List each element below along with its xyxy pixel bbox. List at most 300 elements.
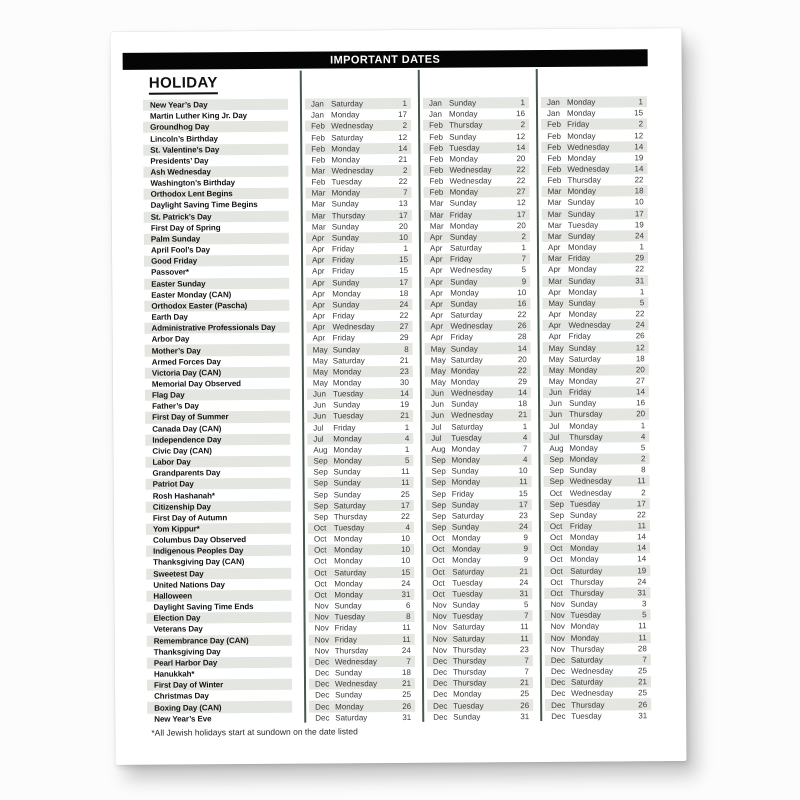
month: Jan bbox=[546, 109, 560, 119]
month: Sep bbox=[313, 501, 329, 511]
month: Sep bbox=[549, 477, 564, 487]
column-gap bbox=[289, 199, 306, 210]
column-gap bbox=[290, 411, 307, 422]
date-cell-year3 bbox=[544, 565, 650, 577]
month: Aug bbox=[313, 445, 328, 455]
holiday-name: St. Valentine’s Day bbox=[143, 143, 288, 155]
month: Dec bbox=[550, 666, 566, 676]
holiday-name: Independence Day bbox=[145, 433, 290, 445]
month: Mar bbox=[311, 166, 326, 176]
weekday: Tuesday bbox=[452, 578, 483, 588]
weekday: Monday bbox=[569, 443, 598, 453]
month: Feb bbox=[429, 165, 444, 175]
weekday: Thursday bbox=[452, 678, 487, 688]
day-number: 21 bbox=[520, 678, 530, 688]
day-number: 10 bbox=[634, 197, 644, 207]
month: Dec bbox=[433, 701, 448, 711]
day-number: 25 bbox=[402, 690, 412, 700]
month: Apr bbox=[312, 300, 325, 310]
column-gap bbox=[413, 455, 425, 466]
weekday: Saturday bbox=[451, 511, 484, 521]
date-cell-year3 bbox=[543, 342, 649, 354]
column-gap bbox=[291, 489, 308, 500]
date-cell-year3 bbox=[543, 353, 649, 365]
weekday: Monday bbox=[568, 365, 598, 375]
date-cell-year1 bbox=[306, 198, 412, 210]
weekday: Wednesday bbox=[567, 142, 610, 152]
column-gap bbox=[414, 477, 426, 488]
month: Oct bbox=[314, 545, 327, 555]
date-cell-year1 bbox=[309, 622, 415, 634]
weekday: Tuesday bbox=[332, 389, 364, 399]
day-number: 7 bbox=[406, 656, 411, 666]
day-number: 18 bbox=[634, 186, 644, 196]
day-number: 17 bbox=[518, 499, 528, 509]
day-number: 21 bbox=[638, 677, 648, 687]
column-gap bbox=[531, 398, 543, 409]
weekday: Thursday bbox=[452, 645, 487, 655]
month: Feb bbox=[429, 154, 444, 164]
column-gap bbox=[292, 623, 309, 634]
holiday-name: Hanukkah* bbox=[153, 669, 195, 679]
weekday: Sunday bbox=[449, 198, 477, 209]
day-number: 22 bbox=[516, 176, 526, 186]
month: Oct bbox=[314, 579, 327, 589]
day-number: 25 bbox=[520, 689, 530, 699]
month: Mar bbox=[429, 210, 444, 220]
day-number: 26 bbox=[517, 321, 527, 331]
day-number: 5 bbox=[521, 265, 527, 275]
day-number: 4 bbox=[522, 432, 528, 442]
column-gap bbox=[289, 277, 306, 288]
date-cell-year2 bbox=[426, 554, 532, 566]
weekday: Saturday bbox=[449, 243, 483, 253]
column-gap bbox=[292, 668, 309, 679]
month: Oct bbox=[432, 556, 445, 566]
date-cell-year2 bbox=[426, 510, 532, 522]
date-cell-year1 bbox=[305, 109, 411, 121]
month: Oct bbox=[432, 589, 445, 599]
date-cell-year1 bbox=[308, 600, 414, 612]
month: Jul bbox=[313, 434, 324, 444]
day-number: 7 bbox=[522, 444, 528, 454]
date-cell-year2 bbox=[425, 331, 531, 343]
holiday-name: Passover* bbox=[151, 267, 189, 278]
weekday: Wednesday bbox=[331, 166, 374, 176]
month: Nov bbox=[432, 645, 448, 655]
month: Apr bbox=[430, 310, 443, 320]
holiday-name: Thanksgiving Day bbox=[153, 646, 221, 657]
month: Oct bbox=[314, 568, 327, 578]
date-cell-year1 bbox=[305, 154, 411, 166]
day-number: 24 bbox=[401, 578, 411, 588]
weekday: Tuesday bbox=[449, 143, 480, 153]
holiday-name: Sweetest Day bbox=[146, 567, 291, 579]
holiday-name: Earth Day bbox=[151, 312, 188, 322]
date-cell-year2 bbox=[424, 220, 530, 232]
date-cell-year3 bbox=[543, 409, 649, 421]
day-number: 5 bbox=[404, 456, 410, 466]
month: Feb bbox=[311, 155, 326, 165]
weekday: Monday bbox=[332, 288, 361, 299]
holiday-name: Orthodox Easter (Pascha) bbox=[144, 300, 289, 312]
day-number: 1 bbox=[404, 444, 410, 454]
date-cell-year2 bbox=[425, 409, 531, 421]
month: Apr bbox=[548, 332, 562, 342]
date-cell-year3 bbox=[541, 141, 647, 153]
date-cell-year3 bbox=[542, 308, 648, 320]
date-cell-year1 bbox=[307, 410, 413, 422]
column-gap bbox=[415, 711, 427, 722]
month: Apr bbox=[429, 232, 443, 242]
column-gap bbox=[415, 678, 427, 689]
column-gap bbox=[292, 679, 309, 690]
day-number: 22 bbox=[398, 177, 408, 187]
column-gap bbox=[411, 165, 423, 176]
date-cell-year2 bbox=[425, 376, 531, 388]
column-gap bbox=[288, 143, 305, 154]
month: Apr bbox=[430, 321, 443, 331]
date-cell-year3 bbox=[544, 598, 650, 610]
column-gap bbox=[533, 655, 545, 666]
holiday-name: Groundhog Day bbox=[143, 121, 288, 133]
weekday: Tuesday bbox=[571, 711, 602, 721]
date-cell-year1 bbox=[308, 566, 414, 578]
day-number: 24 bbox=[399, 299, 409, 309]
date-cell-year1 bbox=[307, 421, 413, 433]
column-gap bbox=[530, 231, 542, 242]
date-cell-year1 bbox=[306, 321, 412, 333]
day-number: 3 bbox=[641, 599, 647, 609]
day-number: 27 bbox=[399, 322, 409, 332]
column-gap bbox=[289, 244, 306, 255]
column-gap bbox=[530, 220, 542, 231]
column-gap bbox=[292, 634, 309, 645]
date-cell-year1 bbox=[305, 165, 411, 177]
weekday: Friday bbox=[332, 311, 355, 321]
day-number: 12 bbox=[516, 198, 526, 208]
month: Mar bbox=[311, 211, 326, 221]
month: Mar bbox=[311, 188, 326, 198]
weekday: Monday bbox=[569, 421, 598, 431]
month: Oct bbox=[314, 590, 327, 600]
month: Nov bbox=[314, 635, 329, 645]
holiday-name: Palm Sunday bbox=[144, 233, 289, 245]
date-cell-year3 bbox=[545, 643, 651, 655]
day-number: 8 bbox=[406, 612, 411, 622]
month: Jun bbox=[313, 400, 326, 410]
day-number: 15 bbox=[401, 567, 411, 577]
day-number: 14 bbox=[637, 543, 647, 553]
weekday: Friday bbox=[333, 422, 356, 433]
month: Dec bbox=[314, 668, 330, 678]
column-gap bbox=[290, 433, 307, 444]
weekday: Monday bbox=[451, 455, 480, 465]
date-cell-year2 bbox=[425, 365, 531, 377]
day-number: 24 bbox=[518, 522, 528, 532]
column-gap bbox=[413, 421, 425, 432]
date-cell-year2 bbox=[427, 644, 533, 656]
column-gap bbox=[415, 689, 427, 700]
weekday: Friday bbox=[450, 254, 473, 264]
day-number: 27 bbox=[516, 187, 526, 197]
date-cell-year1 bbox=[306, 254, 412, 266]
month: Jul bbox=[431, 433, 442, 443]
month: Jun bbox=[549, 410, 563, 420]
weekday: Saturday bbox=[334, 567, 367, 578]
month: Apr bbox=[429, 243, 443, 253]
date-cell-year3 bbox=[544, 520, 650, 532]
day-number: 22 bbox=[517, 365, 527, 375]
day-number: 12 bbox=[398, 132, 408, 142]
column-gap bbox=[290, 355, 307, 366]
date-cell-year1 bbox=[306, 265, 412, 277]
date-cell-year1 bbox=[308, 555, 414, 567]
day-number: 14 bbox=[517, 343, 527, 353]
column-gap bbox=[413, 354, 425, 365]
month: Sep bbox=[431, 455, 446, 465]
column-gap bbox=[288, 154, 305, 165]
weekday: Monday bbox=[332, 378, 362, 388]
month: Apr bbox=[548, 287, 561, 297]
weekday: Monday bbox=[333, 456, 362, 466]
month: Nov bbox=[432, 600, 447, 610]
holiday-name: Rosh Hashanah* bbox=[152, 490, 215, 501]
day-number: 24 bbox=[637, 577, 647, 587]
column-gap bbox=[531, 432, 543, 443]
weekday: Wednesday bbox=[332, 322, 375, 332]
column-gap bbox=[288, 110, 305, 121]
column-gap bbox=[290, 467, 307, 478]
holiday-name: Presidents’ Day bbox=[150, 156, 209, 166]
month: May bbox=[548, 376, 565, 386]
column-gap bbox=[290, 389, 307, 400]
month: Apr bbox=[547, 242, 561, 253]
date-cell-year1 bbox=[308, 500, 414, 512]
day-number: 22 bbox=[399, 310, 409, 321]
date-cell-year2 bbox=[426, 532, 532, 544]
day-number: 26 bbox=[402, 701, 412, 711]
day-number: 7 bbox=[524, 667, 529, 677]
date-cell-year2 bbox=[427, 677, 533, 689]
month: Jun bbox=[548, 388, 562, 398]
date-cell-year1 bbox=[306, 209, 412, 221]
date-cell-year2 bbox=[427, 621, 533, 633]
day-number: 17 bbox=[398, 110, 408, 120]
month: Jul bbox=[549, 432, 560, 442]
day-number: 7 bbox=[524, 611, 529, 621]
date-cell-year1 bbox=[305, 131, 411, 143]
month: Jul bbox=[313, 423, 324, 433]
date-cell-year2 bbox=[425, 465, 531, 477]
column-gap bbox=[530, 197, 542, 208]
holiday-name: Easter Sunday bbox=[144, 277, 289, 289]
date-cell-year3 bbox=[544, 498, 650, 510]
weekday: Tuesday bbox=[333, 523, 365, 533]
column-gap bbox=[531, 409, 543, 420]
day-number: 31 bbox=[519, 589, 529, 599]
day-number: 19 bbox=[400, 400, 410, 410]
month: Apr bbox=[312, 255, 325, 265]
date-cell-year1 bbox=[305, 143, 411, 155]
month: Dec bbox=[315, 690, 330, 700]
weekday: Wednesday bbox=[451, 410, 494, 421]
month: Feb bbox=[547, 131, 562, 141]
month: Aug bbox=[549, 443, 564, 453]
date-cell-year3 bbox=[545, 676, 651, 688]
column-gap bbox=[412, 198, 424, 209]
day-number: 16 bbox=[517, 298, 527, 309]
column-gap bbox=[412, 232, 424, 243]
date-cell-year1 bbox=[305, 120, 411, 132]
weekday: Sunday bbox=[567, 198, 595, 208]
date-cell-year2 bbox=[426, 610, 532, 622]
weekday: Monday bbox=[453, 689, 482, 699]
weekday: Sunday bbox=[332, 300, 360, 310]
day-number: 29 bbox=[399, 333, 409, 343]
day-number: 11 bbox=[520, 633, 529, 643]
day-number: 9 bbox=[523, 555, 529, 565]
day-number: 10 bbox=[398, 232, 408, 242]
weekday: Sunday bbox=[569, 398, 597, 409]
date-cell-year3 bbox=[544, 609, 650, 621]
day-number: 5 bbox=[642, 610, 647, 620]
month: Mar bbox=[548, 254, 562, 264]
column-gap bbox=[291, 523, 308, 534]
column-gap bbox=[412, 265, 424, 276]
weekday: Sunday bbox=[569, 465, 597, 476]
month: Sep bbox=[431, 500, 447, 510]
month: Feb bbox=[429, 188, 444, 198]
weekday: Monday bbox=[450, 377, 480, 387]
day-number: 2 bbox=[521, 232, 526, 242]
month: Nov bbox=[550, 633, 565, 643]
weekday: Sunday bbox=[569, 510, 598, 520]
weekday: Monday bbox=[334, 545, 363, 555]
day-number: 26 bbox=[638, 699, 648, 709]
column-gap bbox=[412, 321, 424, 332]
weekday: Thursday bbox=[567, 175, 601, 185]
holiday-name: Boxing Day (CAN) bbox=[147, 701, 292, 713]
column-gap bbox=[531, 443, 543, 454]
date-cell-year2 bbox=[427, 633, 533, 645]
day-number: 11 bbox=[638, 621, 647, 631]
weekday: Saturday bbox=[570, 566, 603, 576]
date-cell-year3 bbox=[542, 197, 648, 209]
day-number: 10 bbox=[401, 545, 411, 555]
weekday: Thursday bbox=[331, 210, 366, 221]
weekday: Wednesday bbox=[571, 688, 614, 699]
column-gap bbox=[289, 288, 306, 299]
column-gap bbox=[290, 456, 307, 467]
column-gap bbox=[415, 622, 427, 633]
weekday: Sunday bbox=[568, 276, 596, 286]
column-gap bbox=[289, 266, 306, 277]
weekday: Monday bbox=[449, 154, 478, 164]
day-number: 11 bbox=[637, 521, 646, 531]
column-gap bbox=[412, 243, 424, 254]
column-gap bbox=[289, 221, 306, 232]
month: Jan bbox=[428, 98, 442, 108]
date-cell-year3 bbox=[543, 375, 649, 387]
weekday: Tuesday bbox=[451, 433, 482, 443]
column-gap bbox=[533, 688, 545, 699]
day-number: 25 bbox=[400, 489, 410, 499]
day-number: 13 bbox=[398, 199, 408, 209]
date-cell-year3 bbox=[541, 130, 647, 142]
weekday: Monday bbox=[569, 454, 598, 464]
day-number: 15 bbox=[399, 266, 409, 276]
weekday: Monday bbox=[331, 143, 360, 154]
weekday: Monday bbox=[333, 434, 362, 444]
column-gap bbox=[291, 590, 308, 601]
month: Dec bbox=[314, 657, 330, 667]
date-cell-year3 bbox=[542, 208, 648, 220]
day-number: 11 bbox=[401, 467, 410, 477]
holiday-name: Mother’s Day bbox=[145, 344, 290, 356]
day-number: 4 bbox=[405, 522, 410, 532]
column-gap bbox=[415, 700, 427, 711]
weekday: Thursday bbox=[569, 432, 603, 442]
month: May bbox=[430, 377, 447, 387]
holiday-name: Administrative Professionals Day bbox=[144, 322, 289, 334]
date-cell-year3 bbox=[545, 632, 651, 644]
month: Oct bbox=[550, 555, 563, 565]
column-gap bbox=[291, 578, 308, 589]
weekday: Thursday bbox=[570, 588, 604, 598]
month: Jan bbox=[429, 109, 442, 120]
month: Mar bbox=[547, 187, 562, 197]
day-number: 17 bbox=[398, 210, 408, 220]
date-cell-year2 bbox=[426, 476, 532, 488]
date-cell-year3 bbox=[542, 319, 648, 331]
holiday-name: Civic Day (CAN) bbox=[152, 446, 212, 456]
date-cell-year2 bbox=[424, 242, 530, 254]
weekday: Monday bbox=[334, 579, 363, 589]
day-number: 17 bbox=[516, 209, 526, 219]
day-number: 10 bbox=[401, 534, 411, 544]
date-cell-year3 bbox=[544, 509, 650, 521]
column-gap bbox=[532, 499, 544, 510]
date-cell-year2 bbox=[423, 175, 529, 187]
month: Nov bbox=[314, 646, 330, 656]
column-gap bbox=[532, 610, 544, 621]
date-cell-year1 bbox=[307, 343, 413, 355]
weekday: Thursday bbox=[334, 645, 369, 656]
date-cell-year1 bbox=[309, 689, 415, 701]
day-number: 20 bbox=[398, 221, 408, 231]
column-gap bbox=[412, 310, 424, 321]
weekday: Friday bbox=[332, 266, 355, 276]
date-cell-year2 bbox=[425, 421, 531, 433]
weekday: Saturday bbox=[330, 99, 364, 109]
weekday: Monday bbox=[331, 110, 360, 120]
column-gap bbox=[291, 545, 308, 556]
holiday-name: Veterans Day bbox=[153, 624, 203, 635]
weekday: Monday bbox=[450, 366, 480, 376]
month: Mar bbox=[547, 209, 562, 219]
month: Dec bbox=[551, 711, 566, 721]
month: Jul bbox=[431, 422, 442, 432]
month: Dec bbox=[551, 689, 566, 699]
weekday: Friday bbox=[331, 244, 355, 254]
date-cell-year2 bbox=[423, 97, 529, 109]
weekday: Saturday bbox=[450, 355, 483, 365]
weekday: Monday bbox=[566, 97, 596, 107]
day-number: 21 bbox=[398, 154, 408, 164]
month: Apr bbox=[312, 311, 325, 321]
day-number: 2 bbox=[402, 165, 408, 175]
